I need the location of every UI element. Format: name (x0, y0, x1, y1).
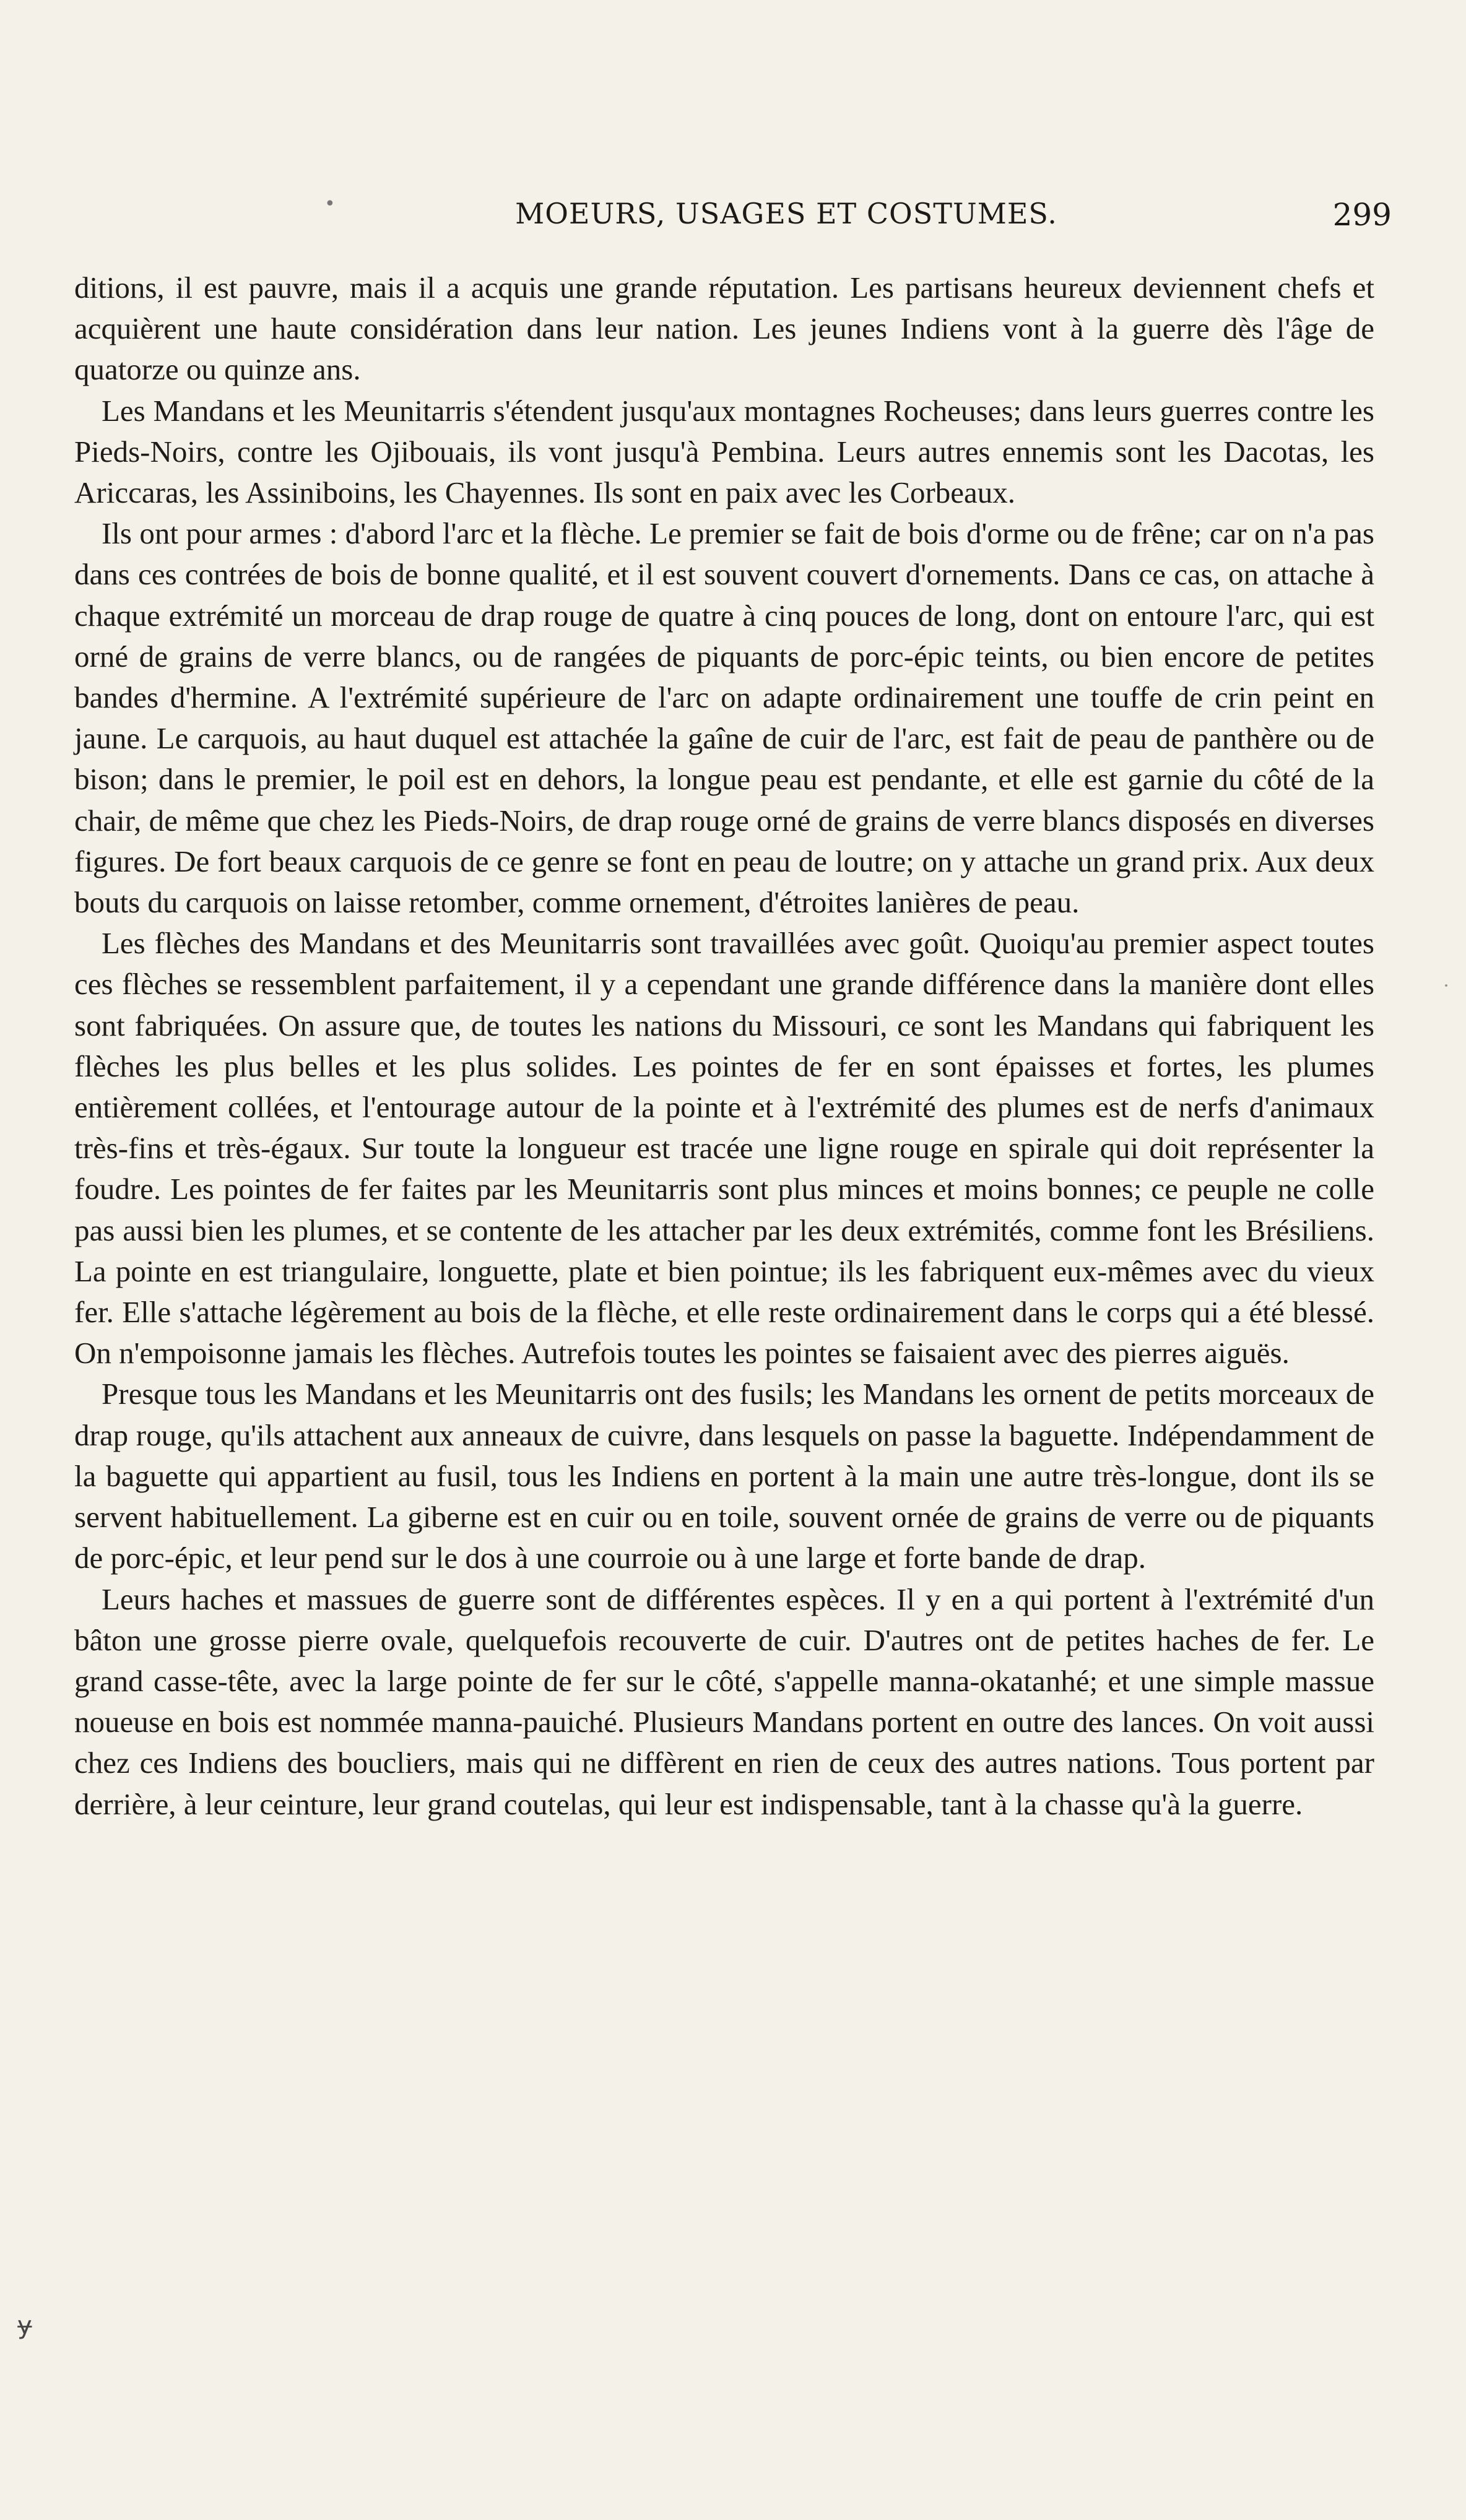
header-ornament-dot: • (324, 193, 336, 215)
page-number: 299 (1332, 197, 1392, 233)
paragraph: Leurs haches et massues de guerre sont de différentes espèces. Il y en a qui portent à l'extrémité d'un bâton une grosse pierre ovale, quelquefois recouverte de cuir. D'autres ont de petites haches de fer. Le grand casse-tête, avec la large pointe de fer sur le côté, s'appelle manna-okatanhé; et une simple massue noueuse en bois est nommée manna-pauiché. Plusieurs Mandans portent en outre des lances. On voit aussi chez ces Indiens des boucliers, mais qui ne diffèrent en rien de ceux des autres nations. Tous portent par derrière, à leur ceinture, leur grand coutelas, qui leur est indispensable, tant à la chasse qu'à la guerre. (74, 1582, 1374, 1821)
paragraph: Les Mandans et les Meunitarris s'étendent jusqu'aux montagnes Rocheuses; dans leurs guerres contre les Pieds-Noirs, contre les Ojibouais, ils vont jusqu'à Pembina. Leurs autres ennemis sont les Dacotas, les Ariccaras, les Assiniboins, les Chayennes. Ils sont en paix avec les Corbeaux. (74, 393, 1374, 510)
paragraph: Les flèches des Mandans et des Meunitarris sont travaillées avec goût. Quoiqu'au premier aspect toutes ces flèches se ressemblent parfaitement, il y a cependant une grande différence dans la manière dont elles sont fabriquées. On assure que, de toutes les nations du Missouri, ce sont les Mandans qui fabriquent les flèches les plus belles et les plus solides. Les pointes de fer en sont épaisses et fortes, les plumes entièrement collées, et l'entourage autour de la pointe et à l'extrémité des plumes est de nerfs d'animaux très-fins et très-égaux. Sur toute la longueur est tracée une ligne rouge en spirale qui doit représenter la foudre. Les pointes de fer faites par les Meunitarris sont plus minces et moins bonnes; ce peuple ne colle pas aussi bien les plumes, et se contente de les attacher par les deux extrémités, comme font les Brésiliens. La pointe en est triangulaire, longuette, plate et bien pointue; ils les fabriquent eux-mêmes avec du vieux fer. Elle s'attache légèrement au bois de la flèche, et elle reste ordinairement dans le corps qui a été blessé. On n'empoisonne jamais les flèches. Autrefois toutes les pointes se faisaient avec des pierres aiguës. (74, 926, 1374, 1370)
paragraph: Ils ont pour armes : d'abord l'arc et la flèche. Le premier se fait de bois d'orme ou de frêne; car on n'a pas dans ces contrées de bois de bonne qualité, et il est souvent couvert d'ornements. Dans ce cas, on attache à chaque extrémité un morceau de drap rouge de quatre à cinq pouces de long, dont on entoure l'arc, qui est orné de grains de verre blancs, ou de rangées de piquants de porc-épic teints, ou bien encore de petites bandes d'hermine. A l'extrémité supérieure de l'arc on adapte ordinairement une touffe de crin peint en jaune. Le carquois, au haut duquel est attachée la gaîne de cuir de l'arc, est fait de peau de panthère ou de bison; dans le premier, le poil est en dehors, la longue peau est pendante, et elle est garnie du côté de la chair, de même que chez les Pieds-Noirs, de drap rouge orné de grains de verre blancs disposés en diverses figures. De fort beaux carquois de ce genre se font en peau de loutre; on y attache un grand prix. Aux deux bouts du carquois on laisse retomber, comme ornement, d'étroites lanières de peau. (74, 516, 1374, 920)
paragraph: Presque tous les Mandans et les Meunitarris ont des fusils; les Mandans les ornent de petits morceaux de drap rouge, qu'ils attachent aux anneaux de cuivre, dans lesquels on passe la baguette. Indépendamment de la baguette qui appartient au fusil, tous les Indiens en portent à la main une autre très-longue, dont ils se servent habituellement. La giberne est en cuir ou en toile, souvent ornée de grains de verre ou de piquants de porc-épic, et leur pend sur le dos à une courroie ou à une large et forte bande de drap. (74, 1377, 1374, 1575)
running-title: MOEURS, USAGES ET COSTUMES. (515, 197, 1057, 230)
body-text (74, 267, 1374, 1825)
paragraph: ditions, il est pauvre, mais il a acquis une grande réputation. Les partisans heureux deviennent chefs et acquièrent une haute considération dans leur nation. Les jeunes Indiens vont à la guerre dès l'âge de quatorze ou quinze ans. (74, 271, 1374, 387)
margin-speck (1445, 984, 1447, 987)
ink-mark-icon: ɏ (17, 2311, 32, 2340)
page-header (74, 193, 1392, 240)
